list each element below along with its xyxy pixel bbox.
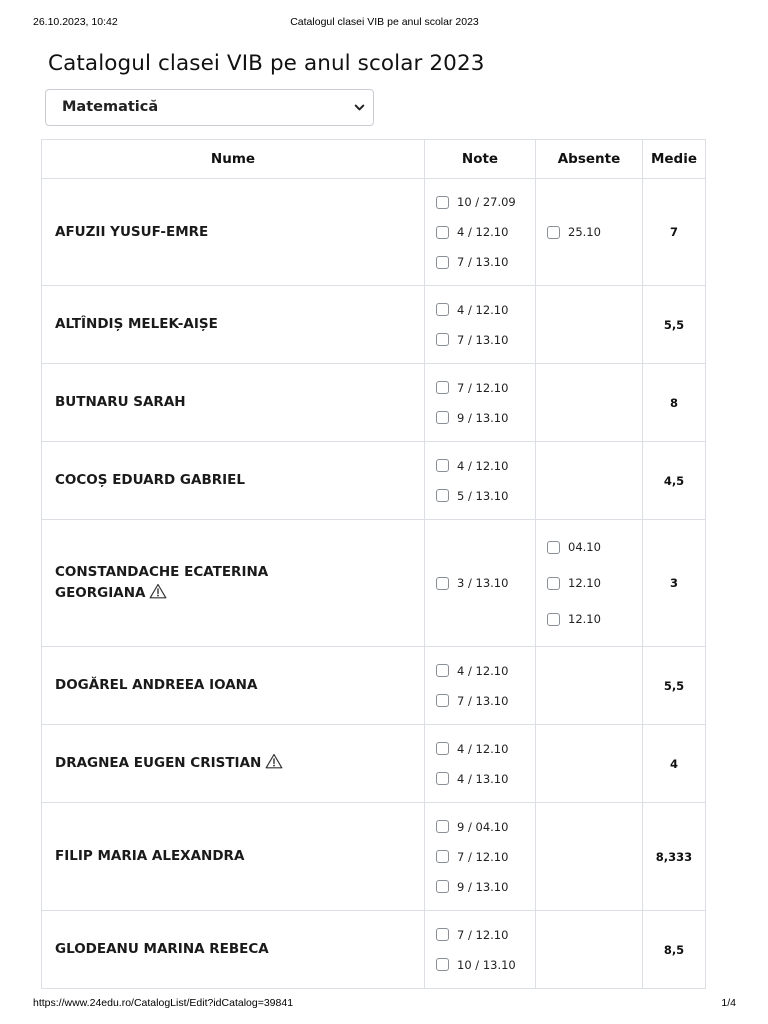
- subject-select-value: Matematică: [62, 99, 159, 115]
- student-name-wrap: [55, 675, 257, 696]
- grade-entry: [436, 812, 535, 842]
- grade-entry: [436, 373, 535, 403]
- absences-cell: [535, 725, 642, 802]
- absence-date: 12.10: [568, 576, 601, 590]
- student-name-wrap: [55, 939, 269, 960]
- grade-checkbox[interactable]: [436, 850, 449, 863]
- student-name-wrap: [55, 753, 283, 774]
- student-name-cell: [42, 803, 424, 910]
- student-name-cell: [42, 442, 424, 519]
- average-cell: 8,5: [642, 911, 705, 988]
- table-row: [42, 724, 705, 802]
- print-header: [33, 16, 736, 30]
- grades-cell: [424, 520, 535, 646]
- absence-checkbox[interactable]: [547, 577, 560, 590]
- grade-checkbox[interactable]: [436, 196, 449, 209]
- grade-entry: [436, 481, 535, 511]
- page-title: Catalogul clasei VIB pe anul scolar 2023: [48, 51, 485, 76]
- absences-cell: [535, 364, 642, 441]
- grade-checkbox[interactable]: [436, 226, 449, 239]
- table-row: [42, 178, 705, 285]
- table-row: [42, 363, 705, 441]
- table-row: [42, 910, 705, 988]
- student-name: DOGĂREL ANDREEA IOANA: [55, 677, 258, 693]
- print-datetime: 26.10.2023, 10:42: [33, 16, 118, 28]
- student-name: ALTÎNDIȘ MELEK-AIȘE: [55, 316, 218, 332]
- absence-date: 12.10: [568, 612, 601, 626]
- student-name: CONSTANDACHE ECATERINA GEORGIANA: [55, 564, 269, 601]
- grade-checkbox[interactable]: [436, 928, 449, 941]
- print-footer: [33, 997, 736, 1011]
- absence-checkbox[interactable]: [547, 613, 560, 626]
- average-cell: 8,333: [642, 803, 705, 910]
- average-cell: 7: [642, 179, 705, 285]
- grade-checkbox[interactable]: [436, 381, 449, 394]
- absences-cell: [535, 179, 642, 285]
- table-row: [42, 802, 705, 910]
- print-doc-title: Catalogul clasei VIB pe anul scolar 2023: [290, 16, 479, 28]
- absences-cell: [535, 803, 642, 910]
- student-name: AFUZII YUSUF-EMRE: [55, 223, 209, 240]
- grade-entry: [436, 568, 535, 598]
- grade-checkbox[interactable]: [436, 772, 449, 785]
- grade-checkbox[interactable]: [436, 333, 449, 346]
- grades-cell: [424, 647, 535, 724]
- chevron-down-icon: [353, 101, 366, 114]
- table-row: [42, 285, 705, 363]
- absence-entry: [547, 601, 642, 637]
- grade-checkbox[interactable]: [436, 459, 449, 472]
- student-name-cell: [42, 364, 424, 441]
- grade-value: 3 / 13.10: [457, 576, 509, 590]
- student-name-cell: [42, 520, 424, 646]
- grade-entry: [436, 295, 535, 325]
- absence-date: 04.10: [568, 540, 601, 554]
- warning-icon: [149, 583, 167, 599]
- grade-value: 7 / 13.10: [457, 332, 509, 347]
- grade-entry: [436, 403, 535, 433]
- average-cell: 5,5: [642, 286, 705, 363]
- student-name-wrap: [55, 222, 208, 243]
- absences-cell: [535, 647, 642, 724]
- grade-entry: [436, 872, 535, 902]
- grade-checkbox[interactable]: [436, 664, 449, 677]
- average-cell: 8: [642, 364, 705, 441]
- column-header-name: Nume: [210, 151, 256, 167]
- grade-entry: [436, 920, 535, 950]
- absence-entry: [547, 214, 642, 250]
- catalog-table: [41, 139, 706, 989]
- grade-checkbox[interactable]: [436, 958, 449, 971]
- grade-value: 7 / 13.10: [457, 693, 509, 708]
- table-row: [42, 441, 705, 519]
- student-name-wrap: [55, 314, 218, 335]
- grade-entry: [436, 764, 535, 794]
- grade-value: 10 / 27.09: [457, 195, 516, 209]
- student-name-wrap: [55, 392, 186, 413]
- subject-select[interactable]: [45, 89, 374, 126]
- absence-date: 25.10: [568, 225, 601, 239]
- grades-cell: [424, 179, 535, 285]
- grades-cell: [424, 286, 535, 363]
- student-name: FILIP MARIA ALEXANDRA: [55, 848, 245, 864]
- absence-checkbox[interactable]: [547, 541, 560, 554]
- average-cell: 3: [642, 520, 705, 646]
- grade-value: 4 / 13.10: [457, 771, 509, 786]
- grade-entry: [436, 217, 535, 247]
- grade-value: 7 / 12.10: [457, 849, 509, 864]
- absence-entry: [547, 529, 642, 565]
- grade-value: 9 / 13.10: [457, 410, 509, 425]
- grade-value: 4 / 12.10: [457, 458, 509, 473]
- student-name-wrap: [55, 846, 244, 867]
- grade-value: 4 / 12.10: [457, 302, 509, 317]
- grade-entry: [436, 842, 535, 872]
- grades-cell: [424, 364, 535, 441]
- absence-entry: [547, 565, 642, 601]
- grade-value: 9 / 04.10: [457, 819, 509, 834]
- grade-entry: [436, 686, 535, 716]
- absences-cell: [535, 520, 642, 646]
- grades-cell: [424, 725, 535, 802]
- table-row: [42, 646, 705, 724]
- column-header-absences: Absente: [535, 140, 642, 178]
- grade-value: 7 / 12.10: [457, 380, 509, 395]
- grade-value: 4 / 12.10: [457, 663, 509, 678]
- absences-cell: [535, 286, 642, 363]
- table-header-row: [42, 140, 705, 178]
- print-page-number: 1/4: [721, 997, 736, 1009]
- student-name-cell: [42, 286, 424, 363]
- grade-checkbox[interactable]: [436, 256, 449, 269]
- student-name-cell: [42, 647, 424, 724]
- grade-checkbox[interactable]: [436, 411, 449, 424]
- grade-entry: [436, 656, 535, 686]
- student-name: DRAGNEA EUGEN CRISTIAN: [55, 755, 262, 771]
- grade-entry: [436, 734, 535, 764]
- grade-value: 4 / 12.10: [457, 225, 509, 239]
- column-header-grades: Note: [424, 140, 535, 178]
- grade-checkbox[interactable]: [436, 742, 449, 755]
- grade-value: 10 / 13.10: [457, 957, 516, 972]
- student-name-wrap: [55, 470, 245, 491]
- grade-value: 7 / 12.10: [457, 927, 509, 942]
- grade-value: 5 / 13.10: [457, 488, 509, 503]
- average-cell: 4: [642, 725, 705, 802]
- grade-entry: [436, 187, 535, 217]
- grade-entry: [436, 247, 535, 277]
- print-url: https://www.24edu.ro/CatalogList/Edit?idCatalog=39841: [33, 997, 294, 1009]
- student-name-cell: [42, 725, 424, 802]
- student-name-wrap: [55, 562, 285, 604]
- grade-value: 9 / 13.10: [457, 879, 509, 894]
- column-header-average: Medie: [642, 140, 705, 178]
- grade-entry: [436, 451, 535, 481]
- grade-checkbox[interactable]: [436, 489, 449, 502]
- grade-checkbox[interactable]: [436, 303, 449, 316]
- average-cell: 5,5: [642, 647, 705, 724]
- average-cell: 4,5: [642, 442, 705, 519]
- grade-entry: [436, 325, 535, 355]
- grades-cell: [424, 911, 535, 988]
- absence-checkbox[interactable]: [547, 226, 560, 239]
- student-name: GLODEANU MARINA REBECA: [55, 941, 269, 957]
- grade-entry: [436, 950, 535, 980]
- grade-checkbox[interactable]: [436, 577, 449, 590]
- warning-icon: [265, 753, 283, 769]
- student-name-cell: [42, 911, 424, 988]
- table-row: [42, 519, 705, 646]
- student-name: COCOȘ EDUARD GABRIEL: [55, 472, 245, 488]
- student-name-cell: [42, 179, 424, 285]
- grade-checkbox[interactable]: [436, 694, 449, 707]
- student-name: BUTNARU SARAH: [55, 394, 186, 410]
- grade-value: 4 / 12.10: [457, 741, 509, 756]
- absences-cell: [535, 442, 642, 519]
- grade-value: 7 / 13.10: [457, 255, 509, 269]
- grade-checkbox[interactable]: [436, 820, 449, 833]
- absences-cell: [535, 911, 642, 988]
- grades-cell: [424, 803, 535, 910]
- grade-checkbox[interactable]: [436, 880, 449, 893]
- grades-cell: [424, 442, 535, 519]
